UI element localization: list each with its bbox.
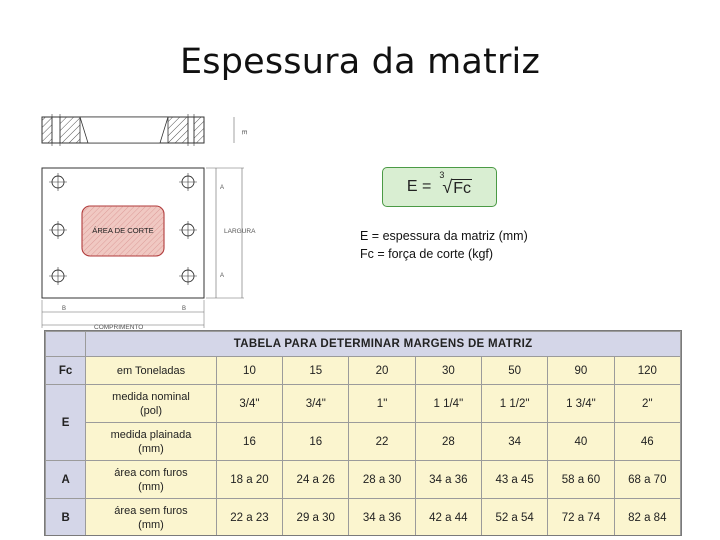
table-corner xyxy=(46,332,86,357)
cell: 50 xyxy=(481,357,547,385)
cell: 34 a 36 xyxy=(349,499,415,537)
table-row-b xyxy=(46,499,681,537)
cell: 40 xyxy=(548,423,614,461)
desc-fc: em Toneladas xyxy=(86,357,217,385)
cell: 16 xyxy=(283,423,349,461)
table-caption: TABELA PARA DETERMINAR MARGENS DE MATRIZ xyxy=(86,332,681,357)
cell: 34 xyxy=(481,423,547,461)
length-label: COMPRIMENTO xyxy=(94,324,144,331)
desc-line: medida nominal xyxy=(112,390,190,403)
dim-b-label: B xyxy=(182,306,187,312)
formula-lhs: E = xyxy=(406,178,432,195)
cell: 68 a 70 xyxy=(614,461,680,499)
dim-a-label: A xyxy=(220,185,225,191)
formula-radicand: Fc xyxy=(453,179,472,197)
cell: 46 xyxy=(614,423,680,461)
width-label: LARGURA xyxy=(224,228,256,235)
cell: 1" xyxy=(349,385,415,423)
slide-title: Espessura da matriz xyxy=(179,42,541,82)
dim-b-label: B xyxy=(62,306,67,312)
cutting-area-label: ÁREA DE CORTE xyxy=(92,226,154,235)
cell: 20 xyxy=(349,357,415,385)
cell: 24 a 26 xyxy=(283,461,349,499)
cell: 3/4" xyxy=(283,385,349,423)
radical-icon: √ xyxy=(442,176,453,197)
table-row-a xyxy=(46,461,681,499)
param-e: E xyxy=(46,385,86,461)
die-plan-view xyxy=(42,168,256,331)
cell: 90 xyxy=(548,357,614,385)
cell: 2" xyxy=(614,385,680,423)
cell: 22 xyxy=(349,423,415,461)
cell: 42 a 44 xyxy=(415,499,481,537)
cell: 34 a 36 xyxy=(415,461,481,499)
desc-line: (mm) xyxy=(138,518,164,531)
legend-e: E = espessura da matriz (mm) xyxy=(360,229,528,243)
margins-table xyxy=(45,331,681,536)
cell: 28 a 30 xyxy=(349,461,415,499)
cell: 58 a 60 xyxy=(548,461,614,499)
cell: 3/4" xyxy=(216,385,282,423)
desc-line: área com furos xyxy=(114,466,188,479)
desc-line: (mm) xyxy=(138,480,164,493)
cell: 1 1/4" xyxy=(415,385,481,423)
desc-e-plainada xyxy=(86,423,217,461)
param-b: B xyxy=(46,499,86,537)
desc-line: medida plainada xyxy=(110,428,192,441)
desc-a xyxy=(86,461,217,499)
die-section-view xyxy=(42,114,247,146)
table-row-e-plainada xyxy=(46,423,681,461)
param-a: A xyxy=(46,461,86,499)
cell: 10 xyxy=(216,357,282,385)
margins-table-container xyxy=(44,330,682,536)
param-fc: Fc xyxy=(46,357,86,385)
cell: 29 a 30 xyxy=(283,499,349,537)
cell: 1 1/2" xyxy=(481,385,547,423)
cell: 1 3/4" xyxy=(548,385,614,423)
cell: 18 a 20 xyxy=(216,461,282,499)
cell: 30 xyxy=(415,357,481,385)
table-row-fc xyxy=(46,357,681,385)
cell: 28 xyxy=(415,423,481,461)
cube-root xyxy=(437,169,472,198)
desc-line: (mm) xyxy=(138,442,164,455)
cell: 16 xyxy=(216,423,282,461)
desc-b xyxy=(86,499,217,537)
desc-line: (pol) xyxy=(139,404,162,417)
root-index: 3 xyxy=(439,169,445,180)
cell: 52 a 54 xyxy=(481,499,547,537)
dim-a-label: A xyxy=(220,273,225,279)
cell: 120 xyxy=(614,357,680,385)
desc-e-nominal xyxy=(86,385,217,423)
cell: 82 a 84 xyxy=(614,499,680,537)
desc-line: área sem furos xyxy=(114,504,188,517)
cell: 72 a 74 xyxy=(548,499,614,537)
cell: 22 a 23 xyxy=(216,499,282,537)
cell: 43 a 45 xyxy=(481,461,547,499)
formula-box xyxy=(382,167,497,207)
legend-fc: Fc = força de corte (kgf) xyxy=(360,247,494,261)
die-technical-drawing xyxy=(38,110,268,332)
dim-e-label: E xyxy=(240,130,247,135)
table-row-e-nominal xyxy=(46,385,681,423)
cell: 15 xyxy=(283,357,349,385)
